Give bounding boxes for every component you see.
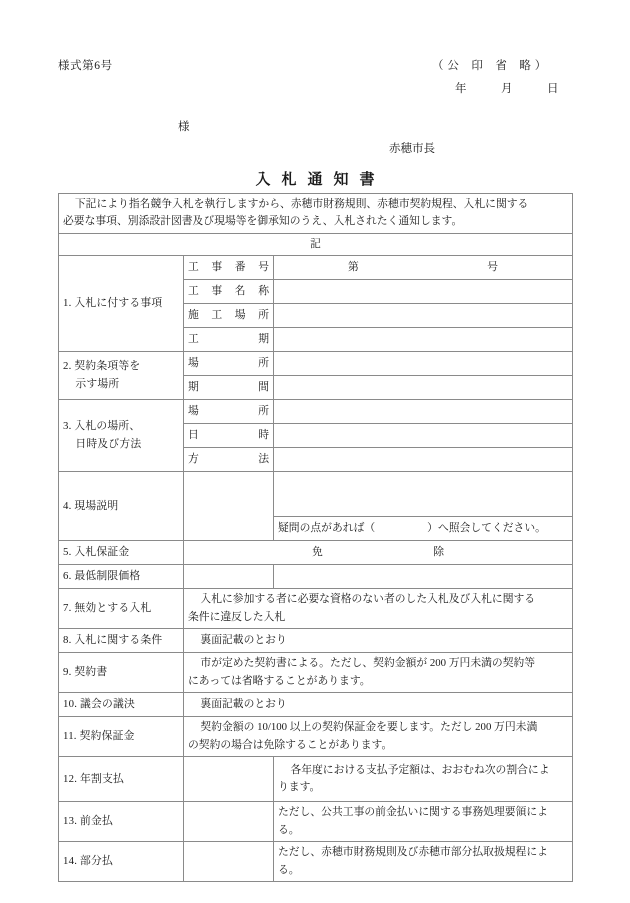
row-label-9: 9. 契約書 xyxy=(59,653,184,693)
value-advance-payment: ただし、公共工事の前金払いに関する事務処理要領による。 xyxy=(274,802,573,842)
intro-line-1: 下記により指名競争入札を執行しますから、赤穂市財務規則、赤穂市契約規程、入札に関する xyxy=(74,198,529,210)
document-title: 入札通知書 xyxy=(255,172,386,188)
table-row-11 xyxy=(59,717,573,757)
table-row-4a xyxy=(59,472,573,517)
table-row-8 xyxy=(59,629,573,653)
sublabel-work-name: 工事名称 xyxy=(184,280,274,304)
bid-conditions-text: 裏面記載のとおり xyxy=(200,634,287,647)
sublabel-bid-place: 場所 xyxy=(184,400,274,424)
partial-payment-middle-cell[interactable] xyxy=(184,842,274,882)
row-label-2 xyxy=(59,352,184,400)
table-row-7 xyxy=(59,589,573,629)
row-label-7: 7. 無効とする入札 xyxy=(59,589,184,629)
sublabel-contract-terms-place: 場所 xyxy=(184,352,274,376)
value-invalid-bids xyxy=(184,589,573,629)
value-bid-conditions xyxy=(184,629,573,653)
value-contract-deposit xyxy=(184,717,573,757)
row-label-3-line1: 3. 入札の場所、 xyxy=(63,420,141,433)
value-contract-document xyxy=(184,653,573,693)
table-row-5 xyxy=(59,541,573,565)
issuer-name: 赤穂市長 xyxy=(389,143,435,155)
value-annual-payment xyxy=(274,757,573,802)
row-label-1: 1. 入札に付する事項 xyxy=(59,256,184,352)
work-number-dai: 第 xyxy=(348,261,488,274)
sublabel-bid-method: 方法 xyxy=(184,448,274,472)
row-label-5: 5. 入札保証金 xyxy=(59,541,184,565)
row-label-6: 6. 最低制限価格 xyxy=(59,565,184,589)
contract-deposit-line-1: 契約金額の 10/100 以上の契約保証金を要します。ただし 200 万円未満 xyxy=(200,721,538,734)
value-bid-method[interactable] xyxy=(274,448,573,472)
date-line: 年 月 日 xyxy=(455,83,559,95)
annual-payment-line-1: 各年度における支払予定額は、おおむね次の割合によ xyxy=(290,763,550,776)
form-table-wrapper xyxy=(58,193,572,882)
row-label-13: 13. 前金払 xyxy=(59,802,184,842)
row-label-12: 12. 年割支払 xyxy=(59,757,184,802)
sublabel-contract-terms-period: 期間 xyxy=(184,376,274,400)
contract-document-line-2: にあっては省略することがあります。 xyxy=(188,674,371,687)
sublabel-work-number: 工事番号 xyxy=(184,256,274,280)
intro-line-2: 必要な事項、別添設計図書及び現場等を御承知のうえ、入札されたく通知します。 xyxy=(63,215,463,228)
table-row-6 xyxy=(59,565,573,589)
council-resolution-text: 裏面記載のとおり xyxy=(200,698,287,711)
row-label-2-line2: 示す場所 xyxy=(75,377,120,390)
inquiry-text-post: ）へ照会してください。 xyxy=(427,522,546,535)
ki-marker: 記 xyxy=(59,233,573,255)
value-partial-payment: ただし、赤穂市財務規則及び赤穂市部分払取扱規程による。 xyxy=(274,842,573,882)
intro-paragraph xyxy=(59,194,573,234)
table-row-ki xyxy=(59,233,573,255)
value-contract-terms-period[interactable] xyxy=(274,376,573,400)
seal-omitted-note: （ 公 印 省 略 ） xyxy=(432,60,547,72)
invalid-bids-line-1: 入札に参加する者に必要な資格のない者のした入札及び入札に関する xyxy=(200,593,536,606)
value-work-site[interactable] xyxy=(274,304,573,328)
contract-document-line-1: 市が定めた契約書による。ただし、契約金額が 200 万円未満の契約等 xyxy=(200,657,536,670)
bid-deposit-text: 免除 xyxy=(312,546,444,559)
row-label-4: 4. 現場説明 xyxy=(59,472,184,541)
row-label-3 xyxy=(59,400,184,472)
addressee-honorific: 様 xyxy=(178,121,190,133)
annual-payment-line-2: ります。 xyxy=(278,781,321,794)
value-council-resolution xyxy=(184,693,573,717)
contract-deposit-line-2: の契約の場合は免除することがあります。 xyxy=(188,738,393,751)
table-row-3a xyxy=(59,400,573,424)
annual-payment-middle-cell[interactable] xyxy=(184,757,274,802)
table-row-2a xyxy=(59,352,573,376)
value-site-explanation[interactable] xyxy=(274,472,573,517)
work-number-gou: 号 xyxy=(487,261,498,274)
value-work-number[interactable] xyxy=(274,256,573,280)
value-bid-datetime[interactable] xyxy=(274,424,573,448)
row-label-8: 8. 入札に関する条件 xyxy=(59,629,184,653)
value-work-name[interactable] xyxy=(274,280,573,304)
bid-notification-table xyxy=(58,193,573,882)
inquiry-text-pre: 疑問の点があれば（ xyxy=(278,522,376,535)
row-label-11: 11. 契約保証金 xyxy=(59,717,184,757)
value-contract-terms-place[interactable] xyxy=(274,352,573,376)
table-row-12 xyxy=(59,757,573,802)
value-bid-place[interactable] xyxy=(274,400,573,424)
sublabel-bid-datetime: 日時 xyxy=(184,424,274,448)
table-row-14 xyxy=(59,842,573,882)
row-label-3-line2: 日時及び方法 xyxy=(75,437,142,450)
minimum-price-middle-cell[interactable] xyxy=(184,565,274,589)
table-row-9 xyxy=(59,653,573,693)
value-work-period[interactable] xyxy=(274,328,573,352)
form-number: 様式第6号 xyxy=(58,60,113,72)
table-row-13 xyxy=(59,802,573,842)
table-row-10 xyxy=(59,693,573,717)
site-explanation-middle-cell[interactable] xyxy=(184,472,274,541)
sublabel-work-period: 工期 xyxy=(184,328,274,352)
row-label-10: 10. 議会の議決 xyxy=(59,693,184,717)
invalid-bids-line-2: 条件に違反した入札 xyxy=(188,610,286,623)
value-bid-deposit[interactable] xyxy=(184,541,573,565)
row-label-14: 14. 部分払 xyxy=(59,842,184,882)
table-row-intro xyxy=(59,194,573,234)
advance-payment-middle-cell[interactable] xyxy=(184,802,274,842)
row-label-2-line1: 2. 契約条項等を xyxy=(63,360,141,373)
value-minimum-price[interactable] xyxy=(274,565,573,589)
sublabel-work-site: 施工場所 xyxy=(184,304,274,328)
table-row-1a xyxy=(59,256,573,280)
site-explanation-inquiry xyxy=(274,517,573,541)
